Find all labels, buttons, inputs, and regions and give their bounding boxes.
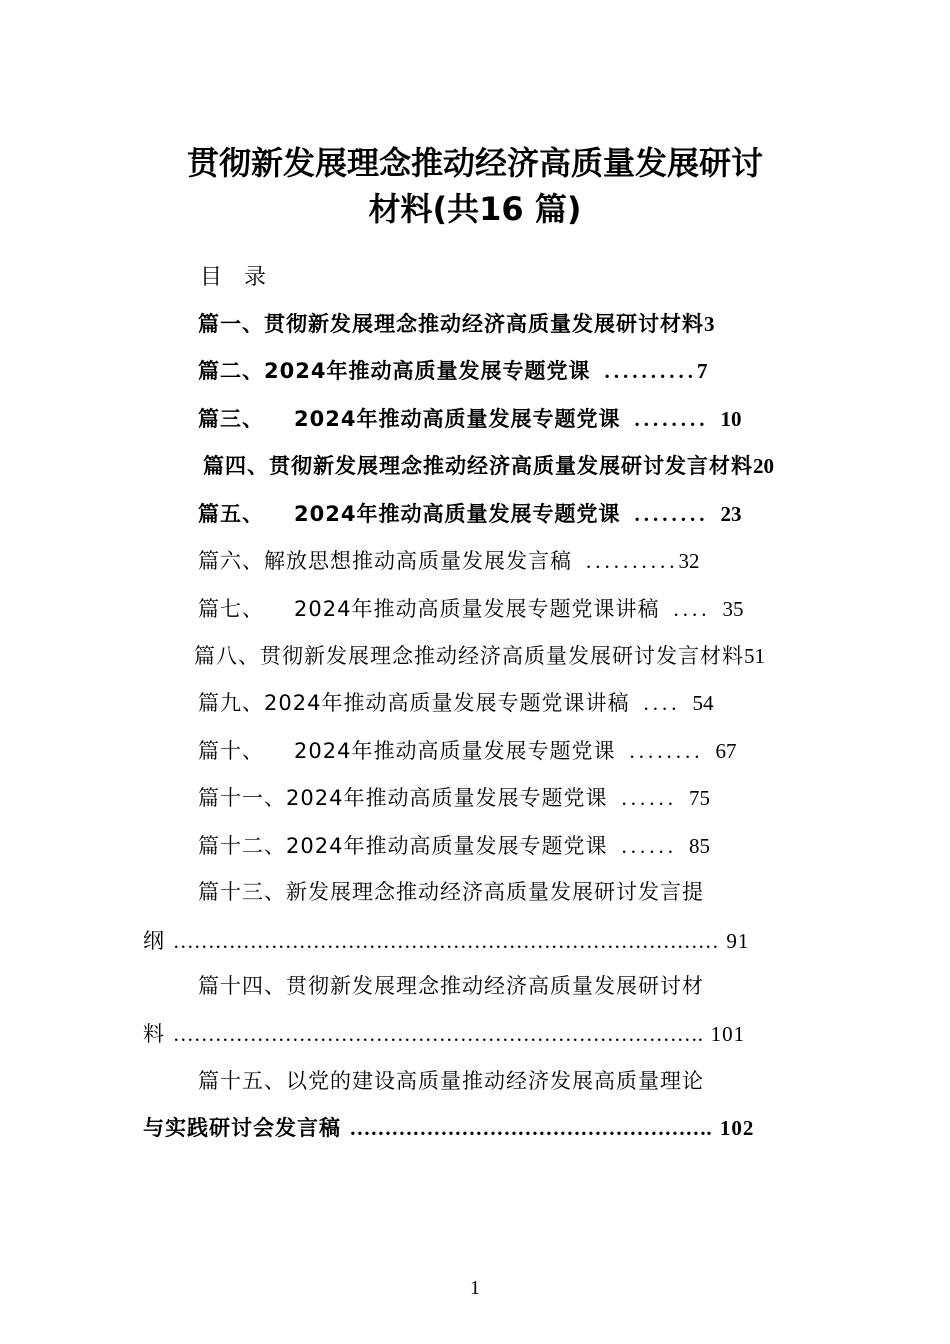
toc-entry-label: 篇二、2024年推动高质量发展专题党课 xyxy=(198,359,591,383)
toc-entry-page: 51 xyxy=(744,644,765,668)
toc-entry[interactable] xyxy=(198,594,743,624)
toc-entry-leader: .... xyxy=(643,691,681,715)
toc-entry-continuation[interactable] xyxy=(143,1113,754,1143)
toc-entry-leader: .......... xyxy=(604,359,697,383)
toc-entry-label: 篇八、贯彻新发展理念推动经济高质量发展研讨发言材料 xyxy=(194,644,744,668)
toc-entry-page: 3 xyxy=(704,312,715,336)
toc-entry-leader: ……………………………………………. xyxy=(349,1116,712,1140)
toc-entry-label: 篇六、解放思想推动高质量发展发言稿 xyxy=(198,549,572,573)
toc-entry-leader: …………………………………………………………………. xyxy=(172,1022,703,1046)
toc-entry-continuation[interactable] xyxy=(143,1019,745,1049)
toc-entry[interactable] xyxy=(198,404,741,434)
toc-entry-page: 67 xyxy=(715,739,737,763)
toc-entry-label: 篇十五、以党的建设高质量推动经济发展高质量理论 xyxy=(198,1069,704,1093)
toc-entry[interactable] xyxy=(194,641,765,671)
toc-entry-label: 纲 xyxy=(143,929,165,953)
toc-entry[interactable] xyxy=(198,546,700,576)
toc-entry-page: 7 xyxy=(696,359,708,383)
toc-entry-label: 篇十一、2024年推动高质量发展专题党课 xyxy=(198,786,608,810)
toc-entry-page: 101 xyxy=(710,1022,746,1046)
toc-entry-label: 篇五、 xyxy=(198,502,264,526)
toc-entry-label: 篇一、贯彻新发展理念推动经济高质量发展研讨材料 xyxy=(198,312,704,336)
toc-entry-leader: ........ xyxy=(634,407,709,431)
toc-entry[interactable] xyxy=(198,499,741,529)
toc-entry[interactable] xyxy=(198,783,710,813)
toc-entry-page: 54 xyxy=(692,691,714,715)
toc-entry[interactable] xyxy=(198,688,713,718)
toc-entry-label: 2024年推动高质量发展专题党课 xyxy=(294,739,616,763)
toc-entry-label: 篇四、贯彻新发展理念推动经济高质量发展研讨发言材料 xyxy=(203,454,753,478)
toc-entry-leader: ........ xyxy=(629,739,704,763)
toc-entry-page: 102 xyxy=(719,1116,755,1140)
toc-entry-label: 篇十四、贯彻新发展理念推动经济高质量发展研讨材 xyxy=(198,974,704,998)
toc-entry-leader: ........ xyxy=(634,502,709,526)
toc-entry[interactable] xyxy=(198,309,715,339)
document-title-line1: 贯彻新发展理念推动经济高质量发展研讨 xyxy=(186,144,763,182)
toc-entry-label: 篇九、2024年推动高质量发展专题党课讲稿 xyxy=(198,691,630,715)
toc-entry-page: 32 xyxy=(678,549,700,573)
toc-entry-page: 10 xyxy=(720,407,742,431)
toc-entry-page: 75 xyxy=(688,786,710,810)
toc-entry-leader: ...... xyxy=(621,834,677,858)
toc-entry[interactable] xyxy=(203,451,774,481)
toc-entry-label: 2024年推动高质量发展专题党课 xyxy=(294,502,621,526)
toc-entry-label: 与实践研讨会发言稿 xyxy=(143,1116,341,1140)
toc-entry-label: 篇三、 xyxy=(198,407,264,431)
toc-entry[interactable] xyxy=(198,356,707,386)
toc-heading: 目录 xyxy=(200,265,289,290)
toc-entry-leader: .... xyxy=(673,597,711,621)
toc-entry[interactable] xyxy=(198,1066,704,1096)
toc-entry-label: 篇十三、新发展理念推动经济高质量发展研讨发言提 xyxy=(198,880,704,904)
toc-entry-label: 篇十二、2024年推动高质量发展专题党课 xyxy=(198,834,608,858)
toc-entry-label: 料 xyxy=(143,1022,165,1046)
toc-entry-leader: …………………………………………………………………… xyxy=(172,929,719,953)
toc-entry-label: 篇七、 xyxy=(198,597,264,621)
toc-entry-label: 篇十、 xyxy=(198,739,264,763)
toc-entry-page: 91 xyxy=(726,929,750,953)
toc-entry[interactable] xyxy=(198,831,710,861)
page-number: 1 xyxy=(470,1277,480,1299)
toc-entry-page: 23 xyxy=(720,502,742,526)
document-title-line2: 材料(共16 篇) xyxy=(368,190,582,228)
toc-entry-label: 2024年推动高质量发展专题党课讲稿 xyxy=(294,597,660,621)
toc-entry-continuation[interactable] xyxy=(143,926,749,956)
toc-entry-leader: ...... xyxy=(621,786,677,810)
toc-entry-page: 20 xyxy=(753,454,774,478)
toc-entry-label: 2024年推动高质量发展专题党课 xyxy=(294,407,621,431)
toc-entry-leader: .......... xyxy=(586,549,679,573)
toc-entry-page: 85 xyxy=(688,834,710,858)
toc-entry[interactable] xyxy=(198,971,704,1001)
toc-entry[interactable] xyxy=(198,736,736,766)
toc-entry-page: 35 xyxy=(722,597,744,621)
toc-entry[interactable] xyxy=(198,877,704,907)
